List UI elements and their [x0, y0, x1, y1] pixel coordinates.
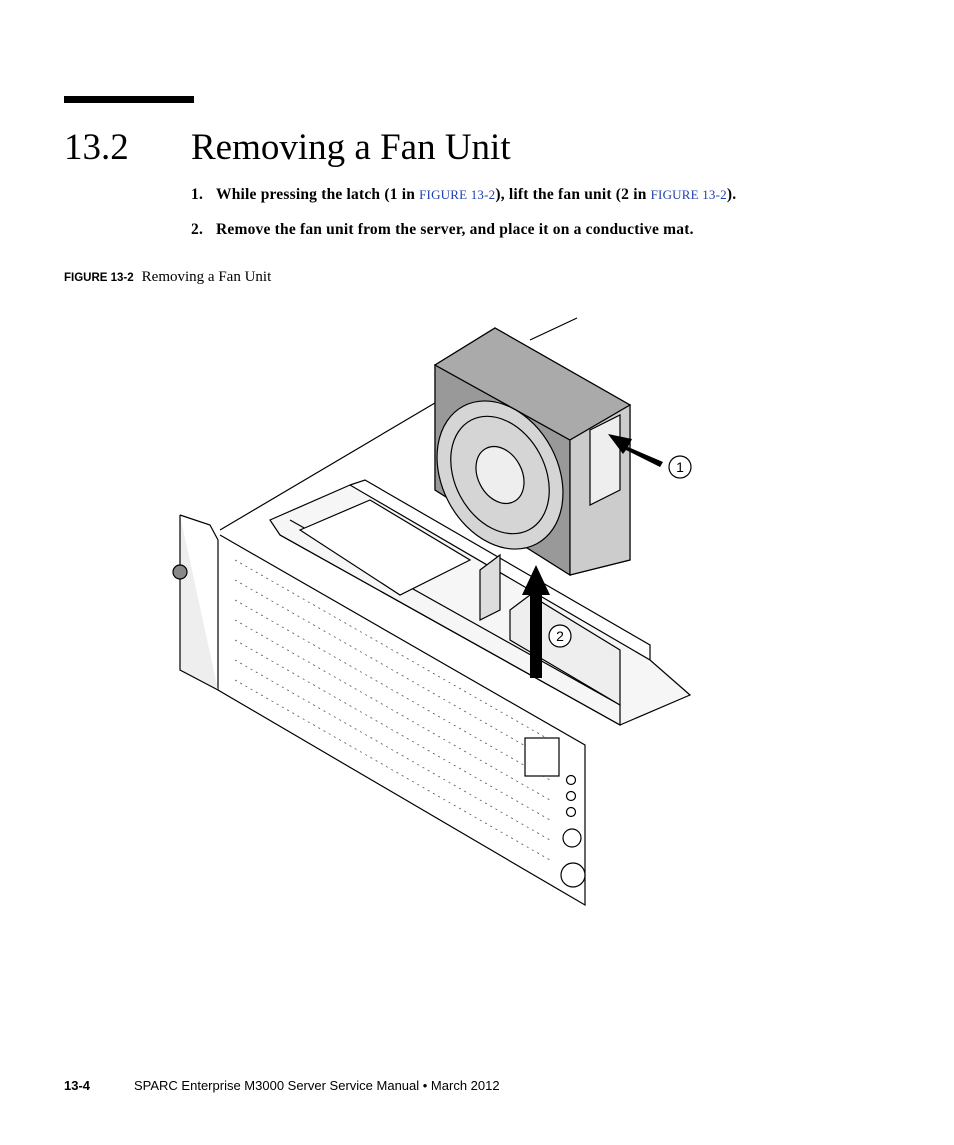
step-number: 1.: [191, 186, 204, 203]
step-number: 2.: [191, 221, 204, 238]
step-text: While pressing the latch (1 in: [216, 186, 420, 203]
figure-link[interactable]: FIGURE 13-2: [419, 187, 496, 202]
section-heading: [64, 126, 511, 169]
page-footer: [64, 1078, 500, 1093]
section-rule: [64, 96, 194, 103]
step-2: [191, 221, 694, 239]
section-title: Removing a Fan Unit: [191, 127, 511, 168]
figure-label: FIGURE 13-2: [64, 272, 134, 284]
figure-caption-text: Removing a Fan Unit: [141, 269, 272, 285]
figure-link[interactable]: FIGURE 13-2: [650, 187, 727, 202]
callout-1-label: 1: [676, 459, 684, 475]
step-text: ).: [726, 186, 737, 203]
step-1: [191, 186, 736, 204]
callout-2-label: 2: [556, 628, 564, 644]
footer-text: SPARC Enterprise M3000 Server Service Manual • March 2012: [134, 1078, 500, 1093]
page-number: 13-4: [64, 1078, 91, 1093]
step-text: ), lift the fan unit (2 in: [495, 186, 651, 203]
figure-caption: [64, 269, 271, 286]
fan-removal-illustration: [150, 310, 710, 910]
step-text: Remove the fan unit from the server, and place it on a conductive mat.: [216, 221, 694, 238]
section-number: 13.2: [64, 127, 129, 168]
